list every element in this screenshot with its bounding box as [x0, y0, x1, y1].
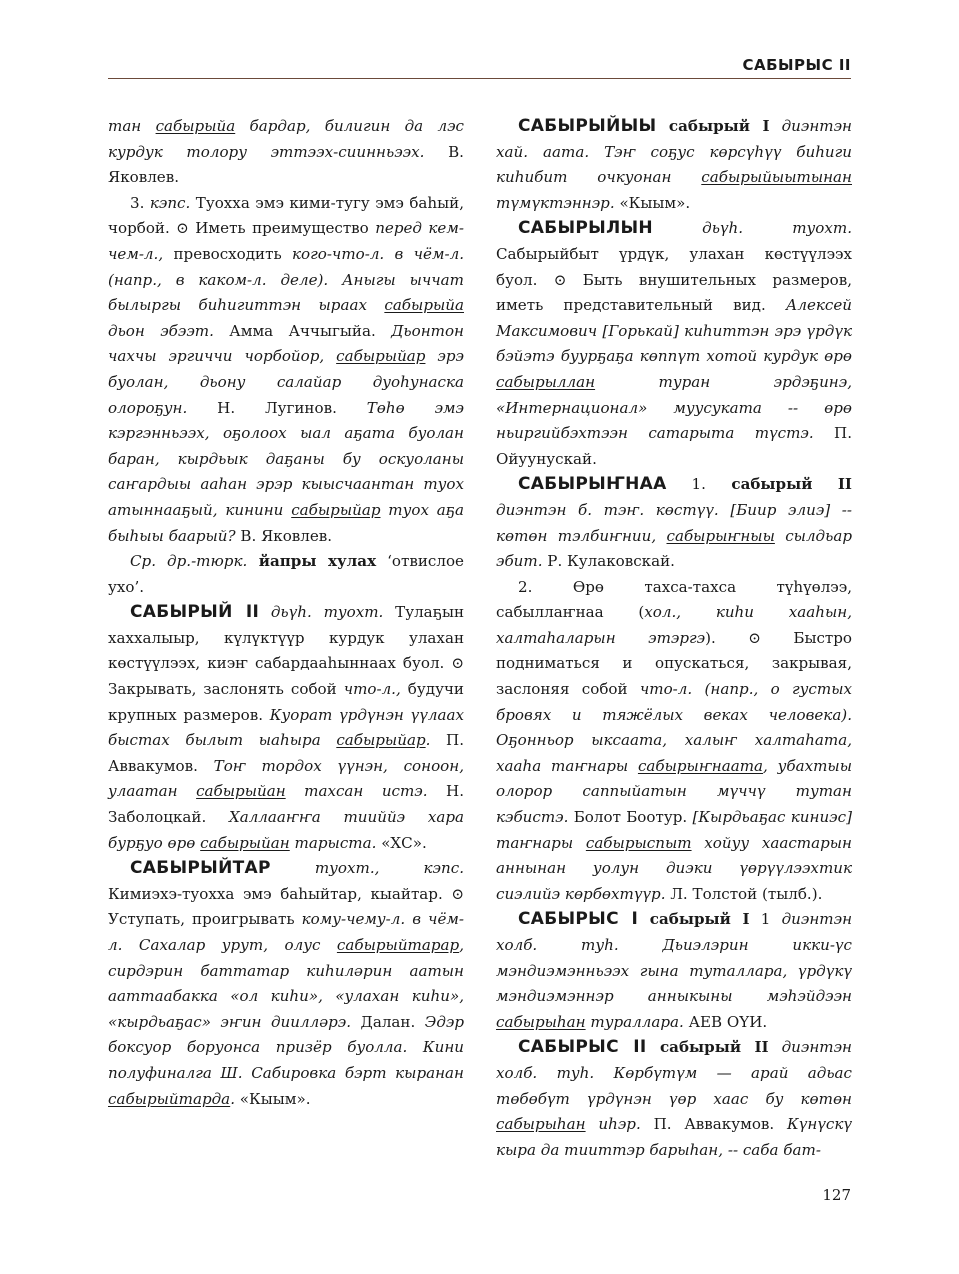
- entry-sabyryi-ii: САБЫРЫЙ II дьүһ. туохт. Тулаҕын хаххалыыр, күлүктүүр курдук улахан көстүүлээх, киэҥ сабардааһыннаах буол. ⊙ Закрывать, заслонять собой что-л., будучи крупных размеров. Куорат үрдүнэн үүлаах быстах былыт ыаһыра сабырыйар. П. Аввакумов. Тоҥ тордох үүнэн, соноон, улаатан сабырыйан тахсан истэ. Н. Заболоцкай. Халлааҥҥа тииййэ хара бурҕуо өрө сабырыйан тарыста. «ХС».: [108, 602, 465, 852]
- entry-sabyrylyn: САБЫРЫЛЫН дьүһ. туохт. Сабырыйбыт үрдүк, улахан көстүүлээх буол. ⊙ Быть внушительных размеров, иметь представительный вид. Алексей Максимович [Горькай] киһиттэн эрэ үрдүк бэйэтэ буурҕаҕа көппүт хотой курдук өрө сабырыллан туран эрдэҕинэ, «Интернационал» муусуката -- өрө ньиргийбэхтээн сатарыта түстэ. П. Ойуунускай.: [496, 218, 852, 468]
- entry-sabyryitar: САБЫРЫЙТАР туохт., кэпс. Кимиэхэ-туохха эмэ баһыйтар, кыайтар. ⊙ Уступать, проигрывать кому-чему-л. в чём-л. Сахалар урут, олус сабырыйтарар, сирдэрин баттатар киһиләрин аатын ааттаабакка «ол киһи», «улахан киһи», «кырдьаҕас» эҥин диилләрэ. Далан. Эдэр боксуор боруонса призёр буолла. Кини полуфиналга Ш. Сабировка бэрт кыранан сабырыйтарда. «Кыым».: [108, 858, 465, 1108]
- headword: САБЫРЫЙЫЫ: [518, 116, 657, 136]
- headword: САБЫРЫҤНАА: [518, 474, 667, 495]
- etymology-note: Ср. др.-тюрк. йапры хулах ‘отвислое ухо’.: [108, 552, 464, 596]
- headword: САБЫРЫС II: [518, 1037, 647, 1058]
- entry-sabyrynnaa: САБЫРЫҤНАА 1. сабырый II диэнтэн б. тэҥ. көстүү. [Биир элиэ] -- көтөн тэлбиҥнии, сабырыҥныы сылдьар эбит. Р. Кулаковскай.: [496, 474, 853, 571]
- page-header: [108, 54, 851, 79]
- entry-sabyrynnaa-sense-2: 2. Өрө тахса-тахса түһүөлээ, сабыллаҥнаа (хол., киһи хааһын, халтаһаларын этэргэ). ⊙ Быстро подниматься и опускаться, закрывая, заслоняя собой что-л. (напр., о густых бровях и тяжёлых веках человека). Оҕонньор ыксаата, халыҥ халтаһата, хааһа таҥнары сабырыҥнаата, убахтыы олорор саппыйатын мүччү тутан кэбистэ. Болот Боотур. [Кырдьаҕас киниэс] таҥнары сабырыспыт хойуу хаастарын аннынан уолун диэки үөрүүлээхтик сиэлийэ көрбөхтүүр. Л. Толстой (тылб.).: [496, 577, 853, 903]
- headword: САБЫРЫС I: [518, 909, 639, 930]
- entry-sense-3: 3. кэпс. Туохха эмэ кими-тугу эмэ баһый, чорбой. ⊙ Иметь преимущество перед кем-чем-л., превосходить кого-что-л. в чём-л. (напр., в каком-л. деле). Аныгы ыччат былыргы биһигиттэн ыраах сабырыйа дьон эбээт. Амма Аччыгыйа. Дьонтон чахчы эргиччи чорбойор, сабырыйар эрэ буолан, дьону салайар дуоһунаска олороҕун. Н. Лугинов. Төһө эмэ кэргэнньээх, оҕолоох ыал аҕата буолан баран, кырдьык даҕаны бу оскуоланы саҥардыы ааһан эрэр кыысчаантан туох атыннааҕый, кинини сабырыйар туох аҕа быһыы баарый? В. Яковлев.: [108, 193, 465, 545]
- left-column: [108, 114, 464, 1112]
- headword: САБЫРЫЛЫН: [518, 218, 653, 239]
- right-column: [496, 114, 852, 1163]
- headword: САБЫРЫЙТАР: [130, 858, 271, 879]
- running-head: САБЫРЫС II: [742, 56, 851, 74]
- page-number: 127: [822, 1186, 851, 1204]
- entry-sabyrys-ii: САБЫРЫС II сабырый II диэнтэн холб. туһ. Көрбүтүм — арай адьас төбөбүт үрдүнэн үөр хаас бу көтөн сабырыһан иһэр. П. Аввакумов. Күнүскү кыра да тииттэр барыһан, -- саба бат-: [496, 1037, 852, 1159]
- entry-continuation: тан сабырыйа бардар, билигин да лэс курдук толору эттээх-сиинньээх. В. Яковлев.: [108, 117, 464, 187]
- headword: САБЫРЫЙ II: [130, 602, 260, 623]
- entry-sabyrys-i: САБЫРЫС I сабырый I 1 диэнтэн холб. туһ. Дьиэлэрин икки-үс мэндиэмэнньээх гына туталлара, үрдүкү мэндиэмэннэр анныкыны мэһэйдээн сабырыһан тураллара. АЕВ ОҮИ.: [496, 909, 853, 1031]
- entry-sabyryiyy: САБЫРЫЙЫЫ сабырый I диэнтэн хай. аата. Тэҥ соҕус көрсүһүү биһиги киһибит очкуонан сабырыйыытынан түмүктэннэр. «Кыым».: [496, 116, 853, 212]
